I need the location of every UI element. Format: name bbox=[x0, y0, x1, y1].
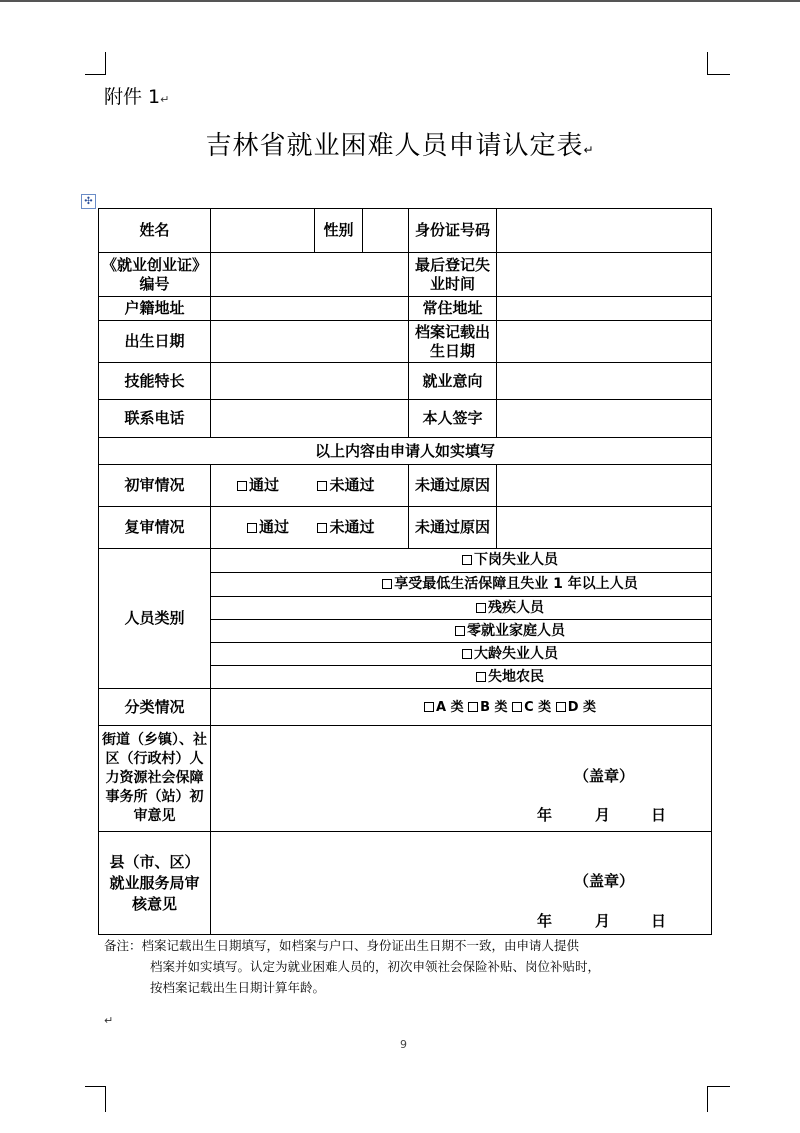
cert-label: 《就业创业证》编号 bbox=[99, 253, 211, 297]
crop-mark-bottom-left bbox=[85, 1086, 106, 1112]
street-opinion-field[interactable] bbox=[211, 726, 712, 832]
remark-line-3: 按档案记载出生日期计算年龄。 bbox=[150, 980, 326, 995]
street-day: 日 bbox=[651, 806, 667, 824]
archive-birth-field[interactable] bbox=[497, 321, 712, 363]
county-day: 日 bbox=[651, 912, 667, 930]
crop-mark-top-right bbox=[707, 52, 730, 75]
county-opinion-label: 县（市、区）就业服务局审核意见 bbox=[99, 832, 211, 935]
second-review-options bbox=[211, 507, 409, 549]
attachment-label: 附件 1↵ bbox=[104, 86, 170, 108]
remark-line-2: 档案并如实填写。认定为就业困难人员的，初次申领社会保险补贴、岗位补贴时， bbox=[150, 959, 601, 974]
intent-label: 就业意向 bbox=[409, 363, 497, 400]
hukou-field[interactable] bbox=[211, 297, 409, 321]
first-fail-reason-label: 未通过原因 bbox=[409, 465, 497, 507]
table-row bbox=[99, 549, 712, 573]
county-seal: （盖章） bbox=[574, 872, 635, 890]
skill-label: 技能特长 bbox=[99, 363, 211, 400]
phone-field[interactable] bbox=[211, 400, 409, 438]
hukou-label: 户籍地址 bbox=[99, 297, 211, 321]
first-fail-checkbox[interactable]: 未通过 bbox=[317, 476, 374, 494]
top-border bbox=[0, 0, 800, 2]
table-row bbox=[99, 363, 712, 400]
birth-field[interactable] bbox=[211, 321, 409, 363]
crop-mark-bottom-right bbox=[707, 1086, 730, 1112]
remark-line-1: 备注：档案记载出生日期填写，如档案与户口、身份证出生日期不一致，由申请人提供 bbox=[104, 938, 580, 953]
signature-field[interactable] bbox=[497, 400, 712, 438]
first-review-label: 初审情况 bbox=[99, 465, 211, 507]
paragraph-mark-icon: ↵ bbox=[104, 1014, 114, 1027]
second-fail-reason-field[interactable] bbox=[497, 507, 712, 549]
cert-field[interactable] bbox=[211, 253, 409, 297]
class-label: 分类情况 bbox=[99, 689, 211, 726]
class-options bbox=[211, 689, 712, 726]
street-month: 月 bbox=[595, 806, 611, 824]
street-opinion-label: 街道（乡镇）、社区（行政村）人力资源社会保障事务所（站）初审意见 bbox=[99, 726, 211, 832]
last-reg-label: 最后登记失业时间 bbox=[409, 253, 497, 297]
signature-label: 本人签字 bbox=[409, 400, 497, 438]
fill-note: 以上内容由申请人如实填写 bbox=[99, 438, 712, 465]
class-c-checkbox[interactable]: C 类 bbox=[512, 700, 551, 715]
street-seal: （盖章） bbox=[574, 767, 635, 785]
name-field[interactable] bbox=[211, 209, 315, 253]
table-row bbox=[99, 321, 712, 363]
phone-label: 联系电话 bbox=[99, 400, 211, 438]
skill-field[interactable] bbox=[211, 363, 409, 400]
first-review-options bbox=[211, 465, 409, 507]
gender-label: 性别 bbox=[315, 209, 363, 253]
application-form bbox=[98, 208, 712, 935]
class-a-checkbox[interactable]: A 类 bbox=[424, 700, 464, 715]
residence-label: 常住地址 bbox=[409, 297, 497, 321]
county-year: 年 bbox=[537, 912, 553, 930]
first-pass-checkbox[interactable]: 通过 bbox=[237, 476, 279, 494]
category-option-2[interactable]: 享受最低生活保障且失业 1 年以上人员 bbox=[211, 573, 712, 597]
second-fail-reason-label: 未通过原因 bbox=[409, 507, 497, 549]
id-label: 身份证号码 bbox=[409, 209, 497, 253]
second-pass-checkbox[interactable]: 通过 bbox=[247, 518, 289, 536]
table-row bbox=[99, 726, 712, 832]
table-row bbox=[99, 438, 712, 465]
residence-field[interactable] bbox=[497, 297, 712, 321]
table-row bbox=[99, 253, 712, 297]
table-anchor-icon[interactable]: ✣ bbox=[81, 194, 96, 209]
category-option-6[interactable]: 失地农民 bbox=[211, 666, 712, 689]
id-field[interactable] bbox=[497, 209, 712, 253]
page-title: 吉林省就业困难人员申请认定表↵ bbox=[205, 131, 595, 161]
category-option-1[interactable]: 下岗失业人员 bbox=[211, 549, 712, 573]
birth-label: 出生日期 bbox=[99, 321, 211, 363]
table-row bbox=[99, 507, 712, 549]
class-b-checkbox[interactable]: B 类 bbox=[468, 700, 507, 715]
page-number: 9 bbox=[400, 1038, 407, 1051]
table-row bbox=[99, 209, 712, 253]
class-d-checkbox[interactable]: D 类 bbox=[556, 700, 596, 715]
remark-note bbox=[104, 935, 724, 998]
table-row bbox=[99, 400, 712, 438]
second-fail-checkbox[interactable]: 未通过 bbox=[317, 518, 374, 536]
county-opinion-field[interactable] bbox=[211, 832, 712, 935]
first-fail-reason-field[interactable] bbox=[497, 465, 712, 507]
archive-birth-label: 档案记载出生日期 bbox=[409, 321, 497, 363]
category-option-5[interactable]: 大龄失业人员 bbox=[211, 643, 712, 666]
last-reg-field[interactable] bbox=[497, 253, 712, 297]
name-label: 姓名 bbox=[99, 209, 211, 253]
category-option-4[interactable]: 零就业家庭人员 bbox=[211, 620, 712, 643]
intent-field[interactable] bbox=[497, 363, 712, 400]
gender-field[interactable] bbox=[363, 209, 409, 253]
table-row bbox=[99, 465, 712, 507]
category-option-3[interactable]: 残疾人员 bbox=[211, 597, 712, 620]
second-review-label: 复审情况 bbox=[99, 507, 211, 549]
table-row bbox=[99, 297, 712, 321]
table-row bbox=[99, 832, 712, 935]
category-label: 人员类别 bbox=[99, 549, 211, 689]
crop-mark-top-left bbox=[85, 52, 106, 75]
street-year: 年 bbox=[537, 806, 553, 824]
county-month: 月 bbox=[595, 912, 611, 930]
table-row bbox=[99, 689, 712, 726]
